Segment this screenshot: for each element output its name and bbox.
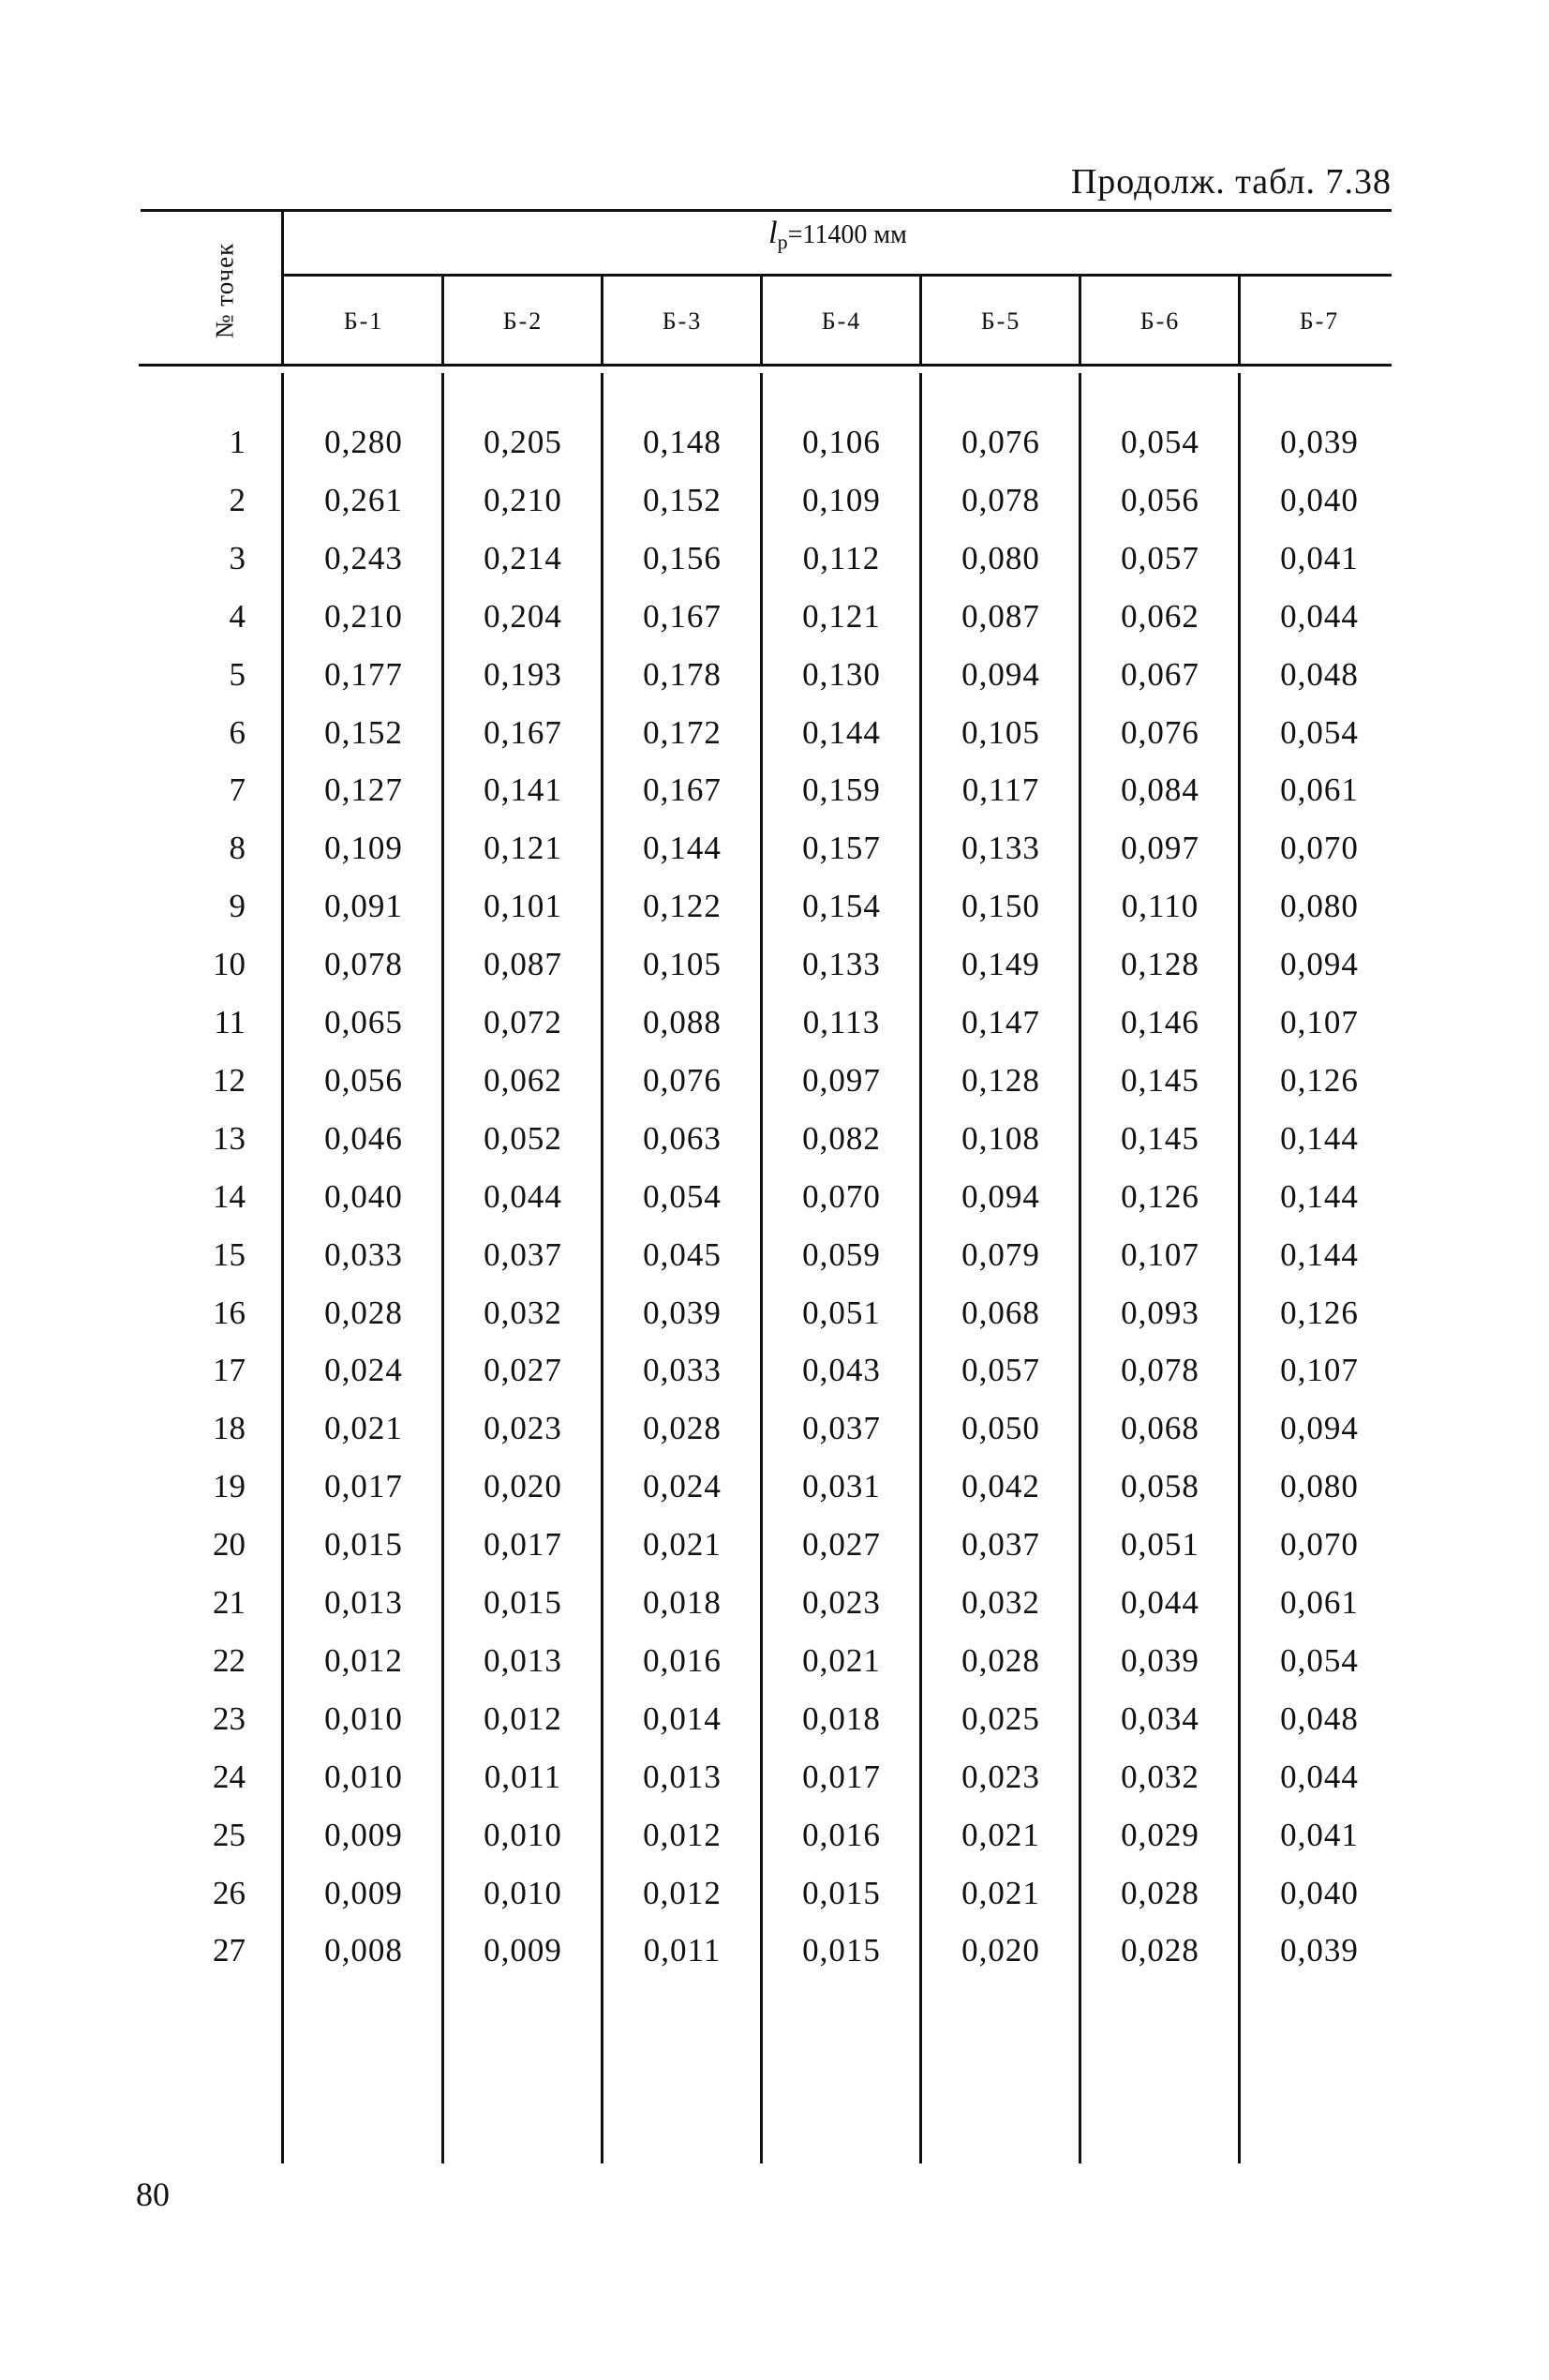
table-cell: 0,068 [961,1295,1040,1331]
table-cell: 0,027 [802,1526,881,1563]
rownum-column-header [197,216,253,366]
table-cell: 0,205 [484,424,562,460]
table-cell: 0,057 [961,1352,1040,1388]
table-cell: 0,024 [324,1352,403,1388]
table-cell: 0,021 [324,1410,403,1446]
table-caption: Продолж. табл. 7.38 [1070,162,1392,202]
table-cell: 0,032 [1121,1759,1199,1795]
table-cell: 0,112 [802,540,881,576]
table-cell: 0,109 [802,482,881,518]
table-cell: 0,110 [1121,888,1199,924]
table-cell: 0,044 [1280,598,1359,635]
table-cell: 0,076 [643,1062,722,1099]
row-number: 25 [213,1817,246,1853]
table-cell: 0,010 [324,1700,403,1737]
row-number: 13 [213,1120,246,1157]
table-cell: 0,177 [324,656,403,693]
table-cell: 0,045 [643,1236,722,1273]
group-header-value: =11400 мм [787,220,907,249]
table-cell: 0,067 [1121,656,1199,693]
row-number: 3 [229,540,246,576]
table-cell: 0,152 [324,714,403,751]
row-number: 10 [213,946,246,982]
table-cell: 0,054 [643,1178,722,1215]
column-header: Б-5 [980,307,1021,335]
page-number: 80 [136,2176,170,2213]
table-cell: 0,023 [484,1410,562,1446]
table-cell: 0,012 [643,1875,722,1911]
table-cell: 0,034 [1121,1700,1199,1737]
table-cell: 0,133 [961,830,1040,866]
table-cell: 0,028 [643,1410,722,1446]
row-number: 14 [213,1178,246,1215]
table-cell: 0,048 [1280,1700,1359,1737]
row-number: 20 [213,1526,246,1563]
table-cell: 0,037 [484,1236,562,1273]
table-cell: 0,033 [643,1352,722,1388]
table-cell: 0,080 [1280,1468,1359,1504]
table-cell: 0,128 [1121,946,1199,982]
table-cell: 0,157 [802,830,881,866]
row-number: 15 [213,1236,246,1273]
table-cell: 0,013 [324,1584,403,1621]
table-cell: 0,121 [802,598,881,635]
table-cell: 0,018 [802,1700,881,1737]
column-header: Б-1 [343,307,384,335]
table-cell: 0,152 [643,482,722,518]
row-number: 18 [213,1410,246,1446]
table-cell: 0,024 [643,1468,722,1504]
table-cell: 0,054 [1280,714,1359,751]
table-cell: 0,126 [1121,1178,1199,1215]
row-number: 24 [213,1759,246,1795]
table-cell: 0,062 [484,1062,562,1099]
table-cell: 0,061 [1280,1584,1359,1621]
column-header: Б-6 [1139,307,1181,335]
table-cell: 0,159 [802,771,881,808]
table-cell: 0,094 [1280,946,1359,982]
table-cell: 0,009 [324,1875,403,1911]
table-cell: 0,032 [961,1584,1040,1621]
table-cell: 0,094 [961,656,1040,693]
table-cell: 0,148 [643,424,722,460]
table-cell: 0,021 [643,1526,722,1563]
table-cell: 0,012 [484,1700,562,1737]
table-cell: 0,021 [802,1642,881,1679]
table-cell: 0,108 [961,1120,1040,1157]
row-number: 12 [213,1062,246,1099]
table-cell: 0,061 [1280,771,1359,808]
table-cell: 0,016 [802,1817,881,1853]
table-cell: 0,101 [484,888,562,924]
table-cell: 0,097 [802,1062,881,1099]
table-cell: 0,063 [643,1120,722,1157]
table-cell: 0,204 [484,598,562,635]
table-cell: 0,076 [1121,714,1199,751]
table-cell: 0,044 [484,1178,562,1215]
table-cell: 0,015 [324,1526,403,1563]
table-cell: 0,015 [484,1584,562,1621]
table-cell: 0,011 [484,1759,562,1795]
table-cell: 0,054 [1280,1642,1359,1679]
table-cell: 0,144 [1280,1236,1359,1273]
table-cell: 0,058 [1121,1468,1199,1504]
table-cell: 0,015 [802,1875,881,1911]
table-cell: 0,012 [324,1642,403,1679]
table-cell: 0,113 [802,1004,881,1040]
table-cell: 0,013 [643,1759,722,1795]
table-cell: 0,020 [484,1468,562,1504]
table-cell: 0,057 [1121,540,1199,576]
table-cell: 0,107 [1280,1004,1359,1040]
table-cell: 0,029 [1121,1817,1199,1853]
table-cell: 0,056 [324,1062,403,1099]
table-cell: 0,088 [643,1004,722,1040]
row-number: 9 [229,888,246,924]
table-cell: 0,178 [643,656,722,693]
table-cell: 0,028 [1121,1932,1199,1968]
table-cell: 0,126 [1280,1295,1359,1331]
table-cell: 0,065 [324,1004,403,1040]
table-cell: 0,011 [643,1932,722,1968]
table-cell: 0,145 [1121,1120,1199,1157]
table-cell: 0,010 [484,1875,562,1911]
row-number: 21 [213,1584,246,1621]
table-cell: 0,062 [1121,598,1199,635]
table-cell: 0,150 [961,888,1040,924]
table-cell: 0,078 [1121,1352,1199,1388]
table-cell: 0,070 [802,1178,881,1215]
table-cell: 0,121 [484,830,562,866]
table-cell: 0,097 [1121,830,1199,866]
group-header [284,216,1392,255]
table-cell: 0,040 [1280,482,1359,518]
table-cell: 0,070 [1280,1526,1359,1563]
table-top-rule [141,209,1392,212]
column-header: Б-4 [821,307,862,335]
table-cell: 0,028 [324,1295,403,1331]
row-number: 2 [229,482,246,518]
table-cell: 0,210 [484,482,562,518]
table-cell: 0,156 [643,540,722,576]
table-cell: 0,048 [1280,656,1359,693]
column-header: Б-7 [1299,307,1340,335]
row-number: 27 [213,1932,246,1968]
table-cell: 0,146 [1121,1004,1199,1040]
table-cell: 0,167 [643,771,722,808]
table-cell: 0,080 [961,540,1040,576]
table-cell: 0,017 [802,1759,881,1795]
table-cell: 0,078 [961,482,1040,518]
table-cell: 0,033 [324,1236,403,1273]
table-cell: 0,014 [643,1700,722,1737]
table-cell: 0,054 [1121,424,1199,460]
table-cell: 0,016 [643,1642,722,1679]
table-cell: 0,094 [961,1178,1040,1215]
table-cell: 0,051 [1121,1526,1199,1563]
table-cell: 0,127 [324,771,403,808]
table-cell: 0,040 [1280,1875,1359,1911]
table-cell: 0,093 [1121,1295,1199,1331]
group-header-subscript: р [777,230,788,254]
table-cell: 0,122 [643,888,722,924]
row-number: 8 [229,830,246,866]
row-number: 7 [229,771,246,808]
table-cell: 0,050 [961,1410,1040,1446]
table-cell: 0,144 [1280,1120,1359,1157]
table-cell: 0,076 [961,424,1040,460]
table-cell: 0,167 [643,598,722,635]
table-cell: 0,059 [802,1236,881,1273]
table-cell: 0,039 [1280,1932,1359,1968]
table-cell: 0,039 [1280,424,1359,460]
row-number: 4 [229,598,246,635]
table-cell: 0,021 [961,1875,1040,1911]
table-cell: 0,117 [961,771,1040,808]
table-cell: 0,084 [1121,771,1199,808]
table-cell: 0,087 [484,946,562,982]
table-cell: 0,031 [802,1468,881,1504]
row-number: 1 [229,424,246,460]
table-cell: 0,107 [1121,1236,1199,1273]
table-cell: 0,010 [484,1817,562,1853]
table-cell: 0,172 [643,714,722,751]
table-cell: 0,046 [324,1120,403,1157]
row-number: 23 [213,1700,246,1737]
table-cell: 0,144 [802,714,881,751]
table-cell: 0,020 [961,1932,1040,1968]
table-cell: 0,107 [1280,1352,1359,1388]
rownum-header-label: № точек [210,242,239,339]
table-cell: 0,130 [802,656,881,693]
row-number: 16 [213,1295,246,1331]
row-number: 11 [214,1004,246,1040]
table-cell: 0,068 [1121,1410,1199,1446]
table-cell: 0,009 [484,1932,562,1968]
table-cell: 0,041 [1280,540,1359,576]
table-cell: 0,039 [643,1295,722,1331]
table-cell: 0,078 [324,946,403,982]
table-cell: 0,070 [1280,830,1359,866]
table-cell: 0,017 [484,1526,562,1563]
table-cell: 0,144 [643,830,722,866]
row-number: 5 [229,656,246,693]
table-cell: 0,210 [324,598,403,635]
table-cell: 0,028 [961,1642,1040,1679]
table-cell: 0,080 [1280,888,1359,924]
table-cell: 0,149 [961,946,1040,982]
table-cell: 0,193 [484,656,562,693]
table-cell: 0,243 [324,540,403,576]
table-cell: 0,044 [1280,1759,1359,1795]
table-cell: 0,167 [484,714,562,751]
group-header-rule [284,274,1392,277]
table-cell: 0,037 [961,1526,1040,1563]
table-cell: 0,025 [961,1700,1040,1737]
row-number: 19 [213,1468,246,1504]
table-cell: 0,008 [324,1932,403,1968]
table-cell: 0,037 [802,1410,881,1446]
table-cell: 0,261 [324,482,403,518]
table-cell: 0,141 [484,771,562,808]
table-cell: 0,039 [1121,1642,1199,1679]
table-cell: 0,105 [643,946,722,982]
table-cell: 0,023 [802,1584,881,1621]
table-cell: 0,044 [1121,1584,1199,1621]
table-cell: 0,051 [802,1295,881,1331]
table-cell: 0,009 [324,1817,403,1853]
table-cell: 0,015 [802,1932,881,1968]
table-cell: 0,056 [1121,482,1199,518]
table-cell: 0,072 [484,1004,562,1040]
table-cell: 0,021 [961,1817,1040,1853]
table-cell: 0,091 [324,888,403,924]
table-cell: 0,106 [802,424,881,460]
table-cell: 0,012 [643,1817,722,1853]
row-number: 22 [213,1642,246,1679]
table-cell: 0,079 [961,1236,1040,1273]
table-cell: 0,133 [802,946,881,982]
table-cell: 0,010 [324,1759,403,1795]
table-cell: 0,032 [484,1295,562,1331]
table-cell: 0,041 [1280,1817,1359,1853]
table-cell: 0,105 [961,714,1040,751]
table-cell: 0,280 [324,424,403,460]
table-cell: 0,087 [961,598,1040,635]
table-cell: 0,018 [643,1584,722,1621]
table-cell: 0,126 [1280,1062,1359,1099]
table-cell: 0,145 [1121,1062,1199,1099]
table-cell: 0,027 [484,1352,562,1388]
table-cell: 0,154 [802,888,881,924]
row-number: 17 [213,1352,246,1388]
table-cell: 0,214 [484,540,562,576]
group-header-symbol: l [768,216,778,250]
table-cell: 0,052 [484,1120,562,1157]
column-header: Б-3 [662,307,703,335]
row-number: 26 [213,1875,246,1911]
column-header: Б-2 [502,307,544,335]
table-cell: 0,013 [484,1642,562,1679]
table-cell: 0,128 [961,1062,1040,1099]
table-cell: 0,040 [324,1178,403,1215]
table-cell: 0,082 [802,1120,881,1157]
table-cell: 0,147 [961,1004,1040,1040]
table-cell: 0,023 [961,1759,1040,1795]
table-cell: 0,028 [1121,1875,1199,1911]
header-bottom-rule [139,364,1392,367]
table-cell: 0,144 [1280,1178,1359,1215]
table-cell: 0,043 [802,1352,881,1388]
table-cell: 0,109 [324,830,403,866]
table-cell: 0,017 [324,1468,403,1504]
row-number: 6 [229,714,246,751]
table-cell: 0,042 [961,1468,1040,1504]
table-cell: 0,094 [1280,1410,1359,1446]
